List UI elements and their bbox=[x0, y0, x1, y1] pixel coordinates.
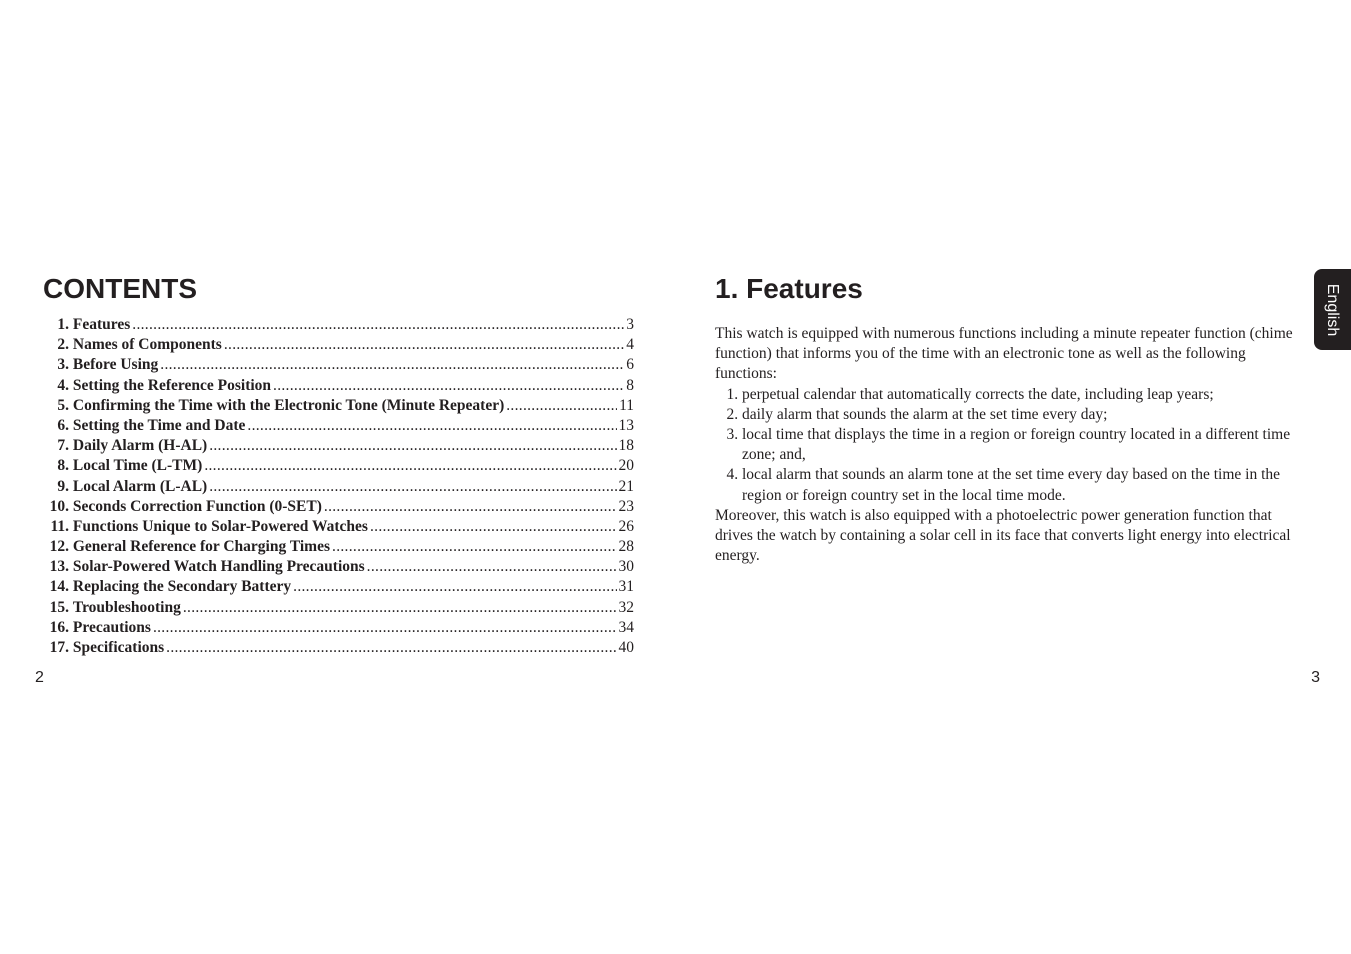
toc-entry-page: 20 bbox=[618, 457, 634, 475]
toc-entry-page: 30 bbox=[618, 558, 634, 576]
toc-entry-page: 32 bbox=[618, 598, 634, 616]
toc-entry-number: 8. bbox=[57, 457, 69, 475]
contents-page bbox=[0, 0, 675, 954]
toc-entry[interactable] bbox=[44, 335, 634, 355]
list-item-text: local time that displays the time in a region or foreign country located in a different time zone; and, bbox=[742, 426, 1291, 464]
toc-entry[interactable] bbox=[44, 315, 634, 335]
list-item bbox=[715, 405, 1305, 425]
toc-entry-number: 3. bbox=[57, 356, 69, 374]
dot-leader bbox=[247, 416, 616, 436]
toc-entry[interactable] bbox=[44, 416, 634, 436]
toc-entry[interactable] bbox=[44, 355, 634, 375]
list-item-number: 1. bbox=[726, 385, 739, 403]
toc-entry-page: 28 bbox=[618, 538, 634, 556]
toc-entry-number: 6. bbox=[57, 416, 69, 434]
dot-leader bbox=[132, 315, 624, 335]
dot-leader bbox=[506, 396, 617, 416]
page-number: 3 bbox=[1311, 669, 1320, 686]
toc-entry-title: Names of Components bbox=[72, 336, 222, 354]
dot-leader bbox=[166, 638, 616, 658]
toc-entry-title: Setting the Time and Date bbox=[72, 416, 246, 434]
contents-heading: CONTENTS bbox=[43, 273, 197, 304]
features-body bbox=[715, 324, 1305, 566]
toc-entry-page: 18 bbox=[618, 437, 634, 455]
page-number: 2 bbox=[35, 669, 44, 686]
dot-leader bbox=[209, 477, 616, 497]
toc-entry-number: 17. bbox=[49, 639, 69, 656]
toc-entry-page: 13 bbox=[618, 416, 634, 434]
toc-entry-title: Daily Alarm (H-AL) bbox=[72, 437, 208, 455]
toc-entry[interactable] bbox=[44, 577, 634, 597]
toc-entry-number: 4. bbox=[57, 376, 69, 394]
list-item-number: 4. bbox=[726, 466, 739, 484]
dot-leader bbox=[224, 335, 624, 355]
toc-entry-number: 15. bbox=[49, 598, 69, 616]
toc-entry-title: Replacing the Secondary Battery bbox=[72, 578, 292, 596]
toc-entry-title: Local Alarm (L-AL) bbox=[72, 477, 208, 495]
toc-entry[interactable] bbox=[44, 376, 634, 396]
toc-entry-title: Troubleshooting bbox=[72, 598, 181, 616]
toc-entry-number: 9. bbox=[57, 477, 69, 495]
dot-leader bbox=[160, 355, 624, 375]
toc-entry[interactable] bbox=[44, 557, 634, 577]
language-tab-label: English bbox=[1324, 283, 1342, 336]
toc-entry-page: 31 bbox=[618, 578, 634, 596]
toc-entry-number: 10. bbox=[49, 497, 69, 515]
dot-leader bbox=[204, 456, 616, 476]
features-heading: 1. Features bbox=[715, 273, 863, 304]
dot-leader bbox=[183, 598, 617, 618]
toc-entry-number: 13. bbox=[49, 558, 69, 576]
toc-entry[interactable] bbox=[44, 497, 634, 517]
toc-entry[interactable] bbox=[44, 598, 634, 618]
toc-entry-page: 21 bbox=[618, 477, 634, 495]
toc-entry[interactable] bbox=[44, 638, 634, 658]
toc-entry-page: 8 bbox=[626, 376, 634, 394]
toc-entry-title: Local Time (L-TM) bbox=[72, 457, 203, 475]
toc-entry[interactable] bbox=[44, 436, 634, 456]
list-item bbox=[715, 385, 1305, 405]
toc-entry-page: 40 bbox=[618, 639, 634, 656]
features-page bbox=[675, 0, 1351, 954]
toc-entry-number: 12. bbox=[49, 538, 69, 556]
list-item bbox=[715, 465, 1305, 505]
toc-entry-title: Seconds Correction Function (0-SET) bbox=[72, 497, 322, 515]
toc-entry-number: 1. bbox=[57, 316, 69, 333]
toc-entry[interactable] bbox=[44, 456, 634, 476]
toc-entry[interactable] bbox=[44, 618, 634, 638]
toc-entry-page: 26 bbox=[618, 517, 634, 535]
toc-entry-number: 7. bbox=[57, 437, 69, 455]
table-of-contents bbox=[44, 315, 634, 658]
list-item-text: local alarm that sounds an alarm tone at the set time every day based on the time in the region or foreign country set in the local time mode. bbox=[742, 466, 1281, 504]
toc-entry-title: General Reference for Charging Times bbox=[72, 538, 331, 556]
list-item-text: perpetual calendar that automatically corrects the date, including leap years; bbox=[742, 385, 1214, 403]
features-intro: This watch is equipped with numerous functions including a minute repeater function (chime function) that informs you of the time with an electronic tone as well as the following functions: bbox=[715, 325, 1293, 383]
toc-entry-page: 4 bbox=[626, 336, 634, 354]
toc-entry-title: Solar-Powered Watch Handling Precautions bbox=[72, 558, 365, 576]
toc-entry-page: 23 bbox=[618, 497, 634, 515]
features-outro: Moreover, this watch is also equipped with a photoelectric power generation function that drives the watch by containing a solar cell in its face that converts light energy into electrical energy. bbox=[715, 506, 1291, 565]
toc-entry[interactable] bbox=[44, 396, 634, 416]
toc-entry-title: Precautions bbox=[72, 618, 151, 636]
dot-leader bbox=[293, 577, 616, 597]
toc-entry-title: Features bbox=[72, 316, 131, 333]
dot-leader bbox=[367, 557, 617, 577]
toc-entry-page: 34 bbox=[618, 618, 634, 636]
toc-entry-title: Setting the Reference Position bbox=[72, 376, 272, 394]
features-list bbox=[715, 385, 1305, 506]
toc-entry-number: 14. bbox=[49, 578, 69, 596]
toc-entry-number: 11. bbox=[50, 517, 69, 535]
language-tab[interactable] bbox=[1314, 269, 1351, 350]
list-item-number: 3. bbox=[726, 426, 739, 444]
toc-entry-page: 11 bbox=[619, 396, 634, 414]
toc-entry-title: Functions Unique to Solar-Powered Watches bbox=[72, 517, 368, 535]
toc-entry[interactable] bbox=[44, 537, 634, 557]
toc-entry[interactable] bbox=[44, 477, 634, 497]
toc-entry-number: 2. bbox=[57, 336, 69, 354]
toc-entry-number: 5. bbox=[57, 396, 69, 414]
dot-leader bbox=[153, 618, 617, 638]
dot-leader bbox=[209, 436, 616, 456]
list-item-number: 2. bbox=[726, 405, 739, 423]
toc-entry-page: 3 bbox=[626, 316, 634, 333]
toc-entry-title: Confirming the Time with the Electronic Tone (Minute Repeater) bbox=[72, 396, 505, 414]
toc-entry-number: 16. bbox=[49, 618, 69, 636]
dot-leader bbox=[370, 517, 617, 537]
list-item-text: daily alarm that sounds the alarm at the set time every day; bbox=[742, 405, 1108, 423]
toc-entry-title: Before Using bbox=[72, 356, 159, 374]
dot-leader bbox=[324, 497, 617, 517]
toc-entry-title: Specifications bbox=[72, 639, 165, 656]
dot-leader bbox=[332, 537, 616, 557]
toc-entry[interactable] bbox=[44, 517, 634, 537]
toc-entry-page: 6 bbox=[626, 356, 634, 374]
dot-leader bbox=[273, 376, 624, 396]
list-item bbox=[715, 425, 1305, 465]
